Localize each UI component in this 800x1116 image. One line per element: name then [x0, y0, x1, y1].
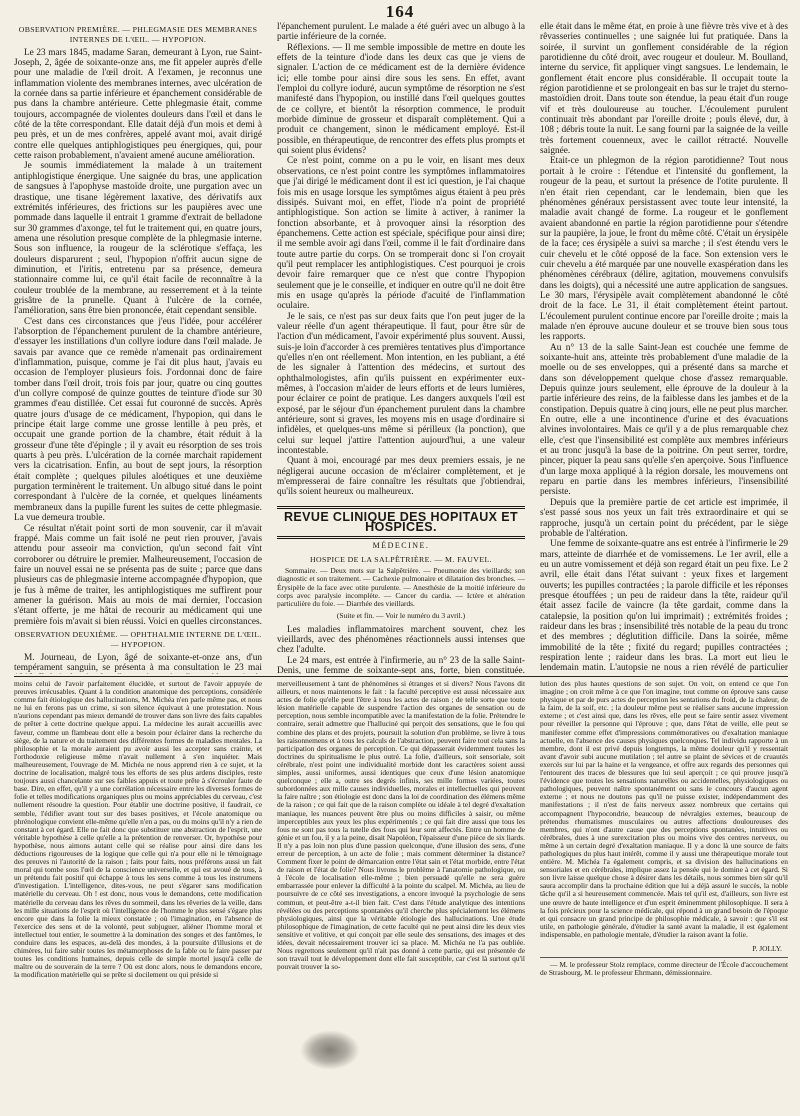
- reflexions-para: Réflexions. — Il me semble impossible de mettre en doute les effets de la teinture d'iode dans les deux cas que je viens de signaler. L'action de ce médicament est de la dernière évidence ici; elle tombe pour ainsi dire sous les sens. En effet, avant l'emploi du collyre ioduré, aucun symptôme de résorption ne s'est manifesté dans l'hypopion, ou instillé dans l'œil quelques gouttes de ce collyre, et bientôt la résorption commence, le produit morbide diminue de grosseur et disparaît complètement. Qui a produit ce changement, sinon le médicament employé. Est-il possible, en thérapeutique, de rencontrer des effets plus prompts et qui soient plus évidens?: [277, 42, 525, 157]
- revue-subtitle: MÉDECINE.: [372, 540, 430, 550]
- section-divider: [14, 676, 788, 677]
- column-3-para: elle était dans le même état, en proie à une fièvre très vive et à des rêvasseries continuelles ; une saignée lui fut pratiquée. Dans la soirée, il survint un gonflement considérable de la région parotidienne du côté droit, avec rougeur et douleur. M. Boulland, interne du service, fit appliquer vingt sangsues. Le lendemain, le gonflement était encore plus considérable. Il occupait toute la région parotidienne et se prolongeait en bas sur le trajet du sterno-mastoïdien droit. Dans toute son étendue, la peau était d'un rouge vif et très douloureuse au toucher. L'écoulement purulent continuait très abondant par l'oreille droite ; pouls élevé, dur, à 108 ; débris toute la nuit. Le sang fourni par la saignée de la veille très fortement couenneux, avec le caillot rétracté. Nouvelle saignée.: [540, 22, 788, 157]
- revue-title: REVUE CLINIQUE DES HOPITAUX ET HOSPICES.: [277, 506, 525, 539]
- observation-2-para: M. Journeau, de Lyon, âgé de soixante-et-onze ans, d'un tempérament sanguin, se présenta à ma consultation le 23 mai: [14, 652, 262, 673]
- author-signature: P. JOLLY.: [752, 944, 782, 953]
- summary-text: Sommaire. — Deux mots sur la Salpêtrière. — Pneumonie des vieillards; son diagnostic et son traitement. — Cachexie pulmonaire et dilatation des bronches. — Érysipèle de la face avec otite purulente. — Anesthésie de la moitié inférieure du corps avec paralysie incomplète. — Cancer du cardia. — Ictère et altération particulière du foie. — Diarrhée des vieillards.: [277, 566, 525, 608]
- column-3-para: Au n° 13 de la salle Saint-Jean est couchée une femme de soixante-huit ans, atteinte très probablement d'une maladie de la moelle ou de ses enveloppes, qui a présenté dans sa marche et dans son développement quelque chose d'assez remarquable. Depuis quinze jours seulement, elle éprouve de la douleur à la partie inférieure des reins, de la faiblesse dans les jambes et de la constipation. Depuis quatre à cinq jours, elle ne peut plus marcher. En outre, elle a une incontinence d'urine et des évacuations alvines involontaires. Mais ce qu'il y a de plus remarquable chez elle, c'est que l'insensibilité est complète aux membres inférieurs et au tronc jusqu'à la base de la poitrine. On peut serrer, tordre, pincer, piquer la peau sans qu'elle s'en aperçoive. Sous l'influence d'un large moxa appliqué à la région dorsale, les mouvemens ont reparu en partie dans les membres inférieurs, l'insensibilité persiste.: [540, 342, 788, 498]
- feuilleton-column-1: [14, 680, 262, 1114]
- revue-para: Les maladies inflammatoires marchent souvent, chez les vieillards, avec des phénomènes réactionnels aussi intenses que chez l'adulte.: [277, 624, 525, 656]
- column-2-para: Ce n'est point, comme on a pu le voir, en lisant mes deux observations, ce n'est point contre les symptômes inflammatoires que j'ai dirigé le médicament dont il est ici question, je l'ai chaque fois mis en usage lorsque les symptômes aigus étaient à peu près dissipés. Suivant moi, en effet, l'iode n'a point de propriété antiphlogistique. Son action se limite à activer, à ranimer la fonction absorbante, et à provoquer ainsi la résorption des épanchemens. Cette action est spéciale, spécifique pour ainsi dire; il me semble avoir agi dans l'œil, comme il le fait d'ordinaire dans toute autre partie du corps. On se tromperait donc si l'on croyait qu'il peut remplacer les antiphlogistiques. C'est pourquoi je crois devoir faire remarquer que ce n'est que contre l'hypopion seulement que je le conseille, et indiquer en outre qu'il ne doit être mis en usage qu'après la période d'acuité de l'inflammation oculaire.: [277, 156, 525, 312]
- column-3: [540, 22, 788, 674]
- suite-note: (Suite et fin. — Voir le numéro du 3 avril.): [336, 611, 466, 621]
- hospital-heading: HOSPICE DE LA SALPÊTRIÈRE. — M. FAUVEL.: [309, 554, 492, 564]
- feuilleton-text: lution des plus hautes questions de son sujet. On voit, on entend ce que l'on imagine ; on croit même à ce que l'on imagine, tout comme on éprouve sans cause physique et par de purs actes de perception les sentations du froid, de la chaleur, de la faim, de la soif, etc. ; la douleur même peut se réaliser sans aucune impression externe ; et c'est ainsi que, dans les rêves, elle peut se faire sentir assez vivement pour réveiller la personne qui l'éprouve ; que, dans l'état de veille, elle peut se manifester comme effet d'impressions commémoratives ou d'exaltation maniaque actuelle, en l'absence des causes physiques quelconques. Tel individu rapporte à un membre, dont il est privé depuis longtemps, la même douleur qu'il y ressentait avant d'avoir subi aucune mutilation ; tel autre se plaint de sévices et de cruautés exercés sur lui par la haine et la vengeance, et offre aux regards des personnes qui l'entourent des traces de blessures que lui seul aperçoit ; ce qui prouve jusqu'à l'évidence que toutes les sensations naturelles ou accidentelles, physiologiques ou pathologiques, peuvent naître spontanément ou sans le concours d'aucun agent externe ; et nous ne doutons pas qu'il ne puisse exister, indépendamment des manifestations ; il n'est de faits nerveux assez nombreux que certains qui accompagnent l'hypocondrie, beaucoup de névralgies externes, beaucoup de prétendus rhumatismes musculaires ou autres affections douloureuses des membres, qui n'ont d'autre cause que des perceptions spontanées, intuitives ou cérébrales, dues à une surexcitation plus ou moins vive des centres nerveux, ou même à un certain degré d'exaltation maniaque. Il y a donc là une source de faits pathologiques du plus haut intérêt, comme il y aussi une thérapeutique morale tout entière. M. Michéa l'a également compris, et sa division des hallucinations en sensoriales et en cérébrales, implique assez la pensée qui le domine à cet égard. Si son livre laisse quelque chose à désirer dans les détails, nous sommes bien sûr qu'il saura accomplir dans la prochaine édition que lui a déjà assuré le succès, la noble tâche qu'il a si heureusement commencée. Mais tel qu'il est, d'ailleurs, son livre est une œuvre de haute intelligence et d'un esprit éminemment philosophique. Il sera à la fois précieux pour la science médicale, qui répond à un grand besoin de l'époque et qui consacre un grand principe de philosophie médicale, à savoir : que s'il est utile, en pathologie générale, d'étudier la santé avant la maladie, il est également indispensable, en pathologie mentale, d'étudier la raison avant la folie.: [540, 680, 788, 939]
- column-1: [14, 22, 262, 674]
- observation-1-para: Ce résultat n'était point sorti de mon souvenir, car il m'avait frappé. Mais comme un fait isolé ne peut rien prouver, j'avais attendu pour asseoir ma conviction, qu'un second fait vînt corroborer ou détruire le premier. Malheureusement, l'occasion de faire un nouvel essai ne se présenta pas de suite ; parce que dans plusieurs cas de phlegmasie interne accompagnée d'hypopion, que je fus à même de traiter, les antiphlogistiques me suffirent pour amener la guérison. Mais au mois de mai dernier, l'occasion s'étant offerte, je me hâtai de recourir au médicament qui une première fois m'avait si bien réussi. Voici en quelles circonstances.: [14, 523, 262, 627]
- observation-2-heading: OBSERVATION DEUXIÈME. — OPHTHALMIE INTERNE DE L'ŒIL. — HYPOPION.: [14, 629, 262, 650]
- feuilleton-text: moins celui de l'avoir parfaitement élucidée, et surtout de l'avoir appuyée de preuves irrécusables. Quant à la condition anatomique des perceptions, considérée comme fait étiologique des hallucinations, M. Michéa n'en parle même pas, et nous ne lui en ferons pas un crime, si son silence équivaut à une protestation. Nous n'aurions cependant pas mieux demandé de trouver dans son livre des faits capables de prêter à cette doctrine quelque appui. La médecine les aurait accueillis avec faveur, comme un flambeau dont elle a besoin pour éclairer dans la recherche du siège, de la nature et du traitement des différentes formes de maladies mentales. La philosophie et la morale auraient pu avoir aussi les accepter sans crainte, et l'orthodoxie religieuse même n'avait nullement à s'en inquiéter. Mais malheureusement, l'ouvrage de M. Michéa ne nous apprend rien à ce sujet, et la doctrine de localisation, malgré tous les efforts de ses plus ardens disciples, reste toujours aussi chancelante sur ses faibles appuis et toute prête à s'écrouler faute de base. Dire, en effet, qu'il y a une corrélation nécessaire entre les diverses formes de folie et telles modifications organiques plus ou moins appréciables du cerveau, c'est nullement résoudre la question. Pour établir une doctrine positive, il faudrait, ce semble, l'édifier avant tout sur des bases positives, et l'école anatomique ou phrénologique convient elle-même qu'elle n'en a pas, ou du moins qu'il n'y a rien de constant à cet égard. Elle ne fait donc que substituer une abstraction de l'esprit, une véritable hypothèse à celle qu'elle a la prétention de renverser. Or, hypothèse pour hypothèse, nous aimons autant celle qui se réalise pour ainsi dire dans les déductions rigoureuses de la logique que celle qui n'a pour elle ni le témoignage des preuves ni l'autorité de la raison ; faits pour faits, nous préférons aussi un fait moral qui tombe sous l'œil de la conscience universelle, et qui est avoué de tous, à un prétendu fait positif qui échappe à tous les sens comme à tous les instrumens d'investigation. L'intelligence, dites-vous, ne peut s'égarer sans modification matérielle du cerveau. Oh ! est donc, nous vous le demandons, cette modification matérielle du cerveau dans les rêves du sommeil, dans les rêveries de la veille, dans les mille situations de l'esprit où l'intelligence de l'homme le plus sensé s'égare plus encore que dans la folie la mieux constatée ; où l'imagination, en l'absence de l'exercice des sens et de la volonté, peut subjuguer, aliéner l'homme moral et intellectuel tout entier, le soumettre à la domination des songes et des fantômes, le conduire dans les espaces, au-delà des mondes, à la poursuite d'illusions et de chimères, lui faire subir toutes les métamorphoses de la fable ou le faire passer par toutes les conditions humaines, depuis celle de simple mortel jusqu'à celle de maître ou de souverain de la terre ? Où est donc alors, nous le demandons encore, la modification matérielle qui se prête si docilement ou qui préside si: [14, 680, 262, 980]
- feuilleton-section: [14, 680, 788, 1114]
- feuilleton-text: merveilleusement à tant de phénomènes si étranges et si divers? Nous l'avons dit ailleurs, et nous maintenons le fait : la faculté perceptive est aussi nécessaire aux actes de folie qu'elle peut l'être à tous les actes de raison ; de telle sorte que toute lésion matérielle capable de suspendre l'action des organes de sensation ou de perception, nous semble incompatible avec la manifestation de la folie. Prétendre le contraire, serait admettre que l'halluciné qui perçoit des sensations, que le fou qui combine des plans et des projets, poursuit la solution d'un problème, se livre à tous les raisonnemens et à tous les calculs de l'abstraction, peuvent faire tout cela sans la participation des organes de perception. Ce qui dépasserait évidemment toutes les doctrines du spiritualisme le plus outré. La folie, d'ailleurs, soit sensoriale, soit cérébrale, n'est point une individualité morbide dont les caractères soient aussi simples, aussi uniformes, aussi identiques que ceux d'une lésion anatomique quelconque ; elle a, outre ses degrés infinis, ses mille formes variées, toutes subordonnées aux mille causes individuelles, morales et intellectuelles qui peuvent la faire naître ; son étiologie est donc dans la loi de coordination des élémens même de la raison ; ce qui fait que de la raison complète ou idéale à tel degré d'exaltation maniaque, les nuances peuvent être plus ou moins difficiles à saisir, ou même imperceptibles aux yeux les plus expérimentés ; ce qui fait dire aussi que tous les fous ne sont pas tous la tutelle des fous qui leur sont affectés. Entre un homme de génie et un fou, il y a la peine, disait Napoléon, l'épaisseur d'une pièce de six liards. Il n'y a pas loin non plus d'une passion quelconque, d'une illusion des sens, d'une erreur de perception, à un acte de folie ; mais comment déterminer la distance? Comment fixer le point de démarcation entre l'état sain et l'état morbide, entre l'état de raison et l'état de folie? Nous livrons le problème à l'anatomie pathologique, ou à l'école de localisation elle-même ; bien persuadé qu'elle ne sera guère embarrassée pour enlever la difficulté à la pointe du scalpel. M. Michéa, au lieu de poursuivre de ce côté ses investigations, a encore invoqué la psychologie de sens commun, et peut-être a-t-il bien fait. C'est dans l'étude analytique des intentions révélées ou des perceptions spontanées qu'il cherche plus spécialement les élémens physiologiques, ainsi que la véritable étiologie des hallucinations. Une étude philosophique de l'imagination, de cette faculté qui ne peut ainsi dire les deux vies sensitive et volitive, et qui conçoit par elle seule des sensations, des images et des idées, devait nécessairement trouver ici sa place. M. Michéa ne l'a pas oubliée. Nous regrettons seulement qu'il n'ait pas donné à cette partie, qui est présentée de son travail tout le développement dont elle fait susceptible, car c'est là surtout qu'il pouvait trouver la so-: [277, 680, 525, 972]
- revue-para: Le 24 mars, est entrée à l'infirmerie, au n° 23 de la salle Saint-Denis, une femme de soixante-sept ans, forte, bien constituée.: [277, 655, 525, 674]
- page-number: 164: [385, 2, 415, 21]
- column-2-para: l'épanchement purulent. Le malade a été guéri avec un albugo à la partie inférieure de la cornée.: [277, 22, 525, 43]
- observation-1-para: Je soumis immédiatement la malade à un traitement antiphlogistique énergique. Une saignée du bras, une application de sangsues à l'apophyse mastoïde droite, une purgation avec un drastique, une tisane légèrement laxative, des dérivatifs aux extrémités inférieures, des frictions sur les paupières avec une pommade dans laquelle il entrait 1 gramme d'extrait de belladone sur 30 grammes d'axonge, tel fut le traitement qui, en quatre jours, amena une résolution presque complète de la phlegmasie interne. Sous son influence, la rougeur de la sclérotique s'effaça, les douleurs disparurent ; seul, l'hypopion n'offrit aucun signe de diminution, et l'iritis, entretenu par sa présence, demeura stationnaire comme lui, ce qu'il était facile de reconnaître à la couleur troublée de la membrane, au resserrement et à la teinte grisâtre de la prunelle. Quant à l'ulcère de la cornée, l'amélioration, sans être bien prononcée, était cependant sensible.: [14, 161, 262, 317]
- column-3-para: Une femme de soixante-quatre ans est entrée à l'infirmerie le 29 mars, atteinte de diarrhée et de vomissemens. Le 1er avril, elle a eu un autre vomissement et déjà son regard était un peu fixe. Le 2 avril, elle était dans l'état suivant : yeux fixes et largement ouverts; les pupilles contractées ; la parole difficile et les réponses presque étouffées ; un peu de raideur dans la tête, raideur qu'il était assez facile de vaincre (la tête gardait, comme dans la catalepsie, la position qu'on lui imprimait) ; extrémités froides ; raideur dans les bras ; insensibilité très notable de la peau du tronc et des membres ; déglutition difficile. Dans la soirée, même immobilité de la tête ; fixité du regard; pupilles contractées ; respiration lente ; raideur dans les bras. La mort eut lieu le lendemain matin. L'autopsie ne nous a rien révélé de particulier: [540, 539, 788, 674]
- observation-1-heading: OBSERVATION PREMIÈRE. — PHLEGMASIE DES MEMBRANES INTERNES DE L'ŒIL. — HYPOPION.: [18, 25, 258, 45]
- feuilleton-column-3: [540, 680, 788, 1114]
- column-2-para: Je le sais, ce n'est pas sur deux faits que l'on peut juger de la valeur réelle d'un agent thérapeutique. Il faut, pour être sûr de l'action d'un médicament, l'avoir expérimenté plus souvent. Aussi, suis-je loin d'accorder à ces premières tentatives plus d'importance qu'elles n'en ont réellement. Mon intention, en les publiant, a été de les signaler à l'attention des médecins, et surtout des ophthalmologistes, afin qu'ils puissent en expérimenter eux-mêmes, à l'occasion m'aider de leurs efforts et de leurs lumières, pour éclairer ce point de pratique. Les dangers auxquels l'œil est exposé, par le séjour d'un épanchement purulent dans la chambre antérieure, sont si graves, les moyens mis en usage d'ordinaire si infidèles, et quelques-uns même si périlleux (la ponction), que celui sur lequel j'attire l'attention aujourd'hui, a une valeur incontestable.: [277, 311, 525, 457]
- column-2: [277, 22, 525, 674]
- column-3-para: Depuis que la première partie de cet article est imprimée, il s'est passé sous nos yeux un fait très extraordinaire et qui se rapproche, jusqu'à un certain point du précédent, par le siège probable de l'altération.: [540, 497, 788, 539]
- top-section: [14, 22, 788, 674]
- column-2-para: Quant à moi, encouragé par mes deux premiers essais, je ne négligerai aucune occasion de m'éclairer complètement, et je m'empresserai de faire connaître les résultats que j'obtiendrai, qu'ils soient heureux ou malheureux.: [277, 456, 525, 498]
- column-3-para: Etait-ce un phlegmon de la région parotidienne? Tout nous portait à le croire : l'étendue et l'intensité du gonflement, la rougeur de la peau, et surtout la présence de l'otite purulente. Il n'en était rien cependant, car le lendemain, bien que les phénomènes généraux persistassent avec toute leur intensité, la maladie avait changé de forme. La rougeur et le gonflement avaient abandonné en partie la région parotidienne pour s'étendre sur la paupière, la joue, le front du même côté. C'était un érysipèle de la face; ces érysipèle a suivi sa marche ; il s'est étendu vers le cuir chevelu et le côté opposé de la face. Son extension vers le cuir chevelu a été marquée par une nouvelle exaspération dans les phénomènes cérébraux (délire, agitation, mouvemens convulsifs dans les doigts), qui a nécessité une autre application de sangsues. Le 30 mars, l'érysipèle avait complètement abandonné le côté droit de la face. Le 31, il était complètement éteint partout. L'écoulement purulent continue encore par l'oreille droite ; mais la malade n'en éprouve aucune douleur et se trouve bien sous tous les rapports.: [540, 156, 788, 343]
- ink-stain: [300, 1030, 360, 1070]
- observation-1-para: C'est dans ces circonstances que j'eus l'idée, pour accélérer l'absorption de l'épanchement purulent de la chambre antérieure, d'essayer les instillations d'un collyre iodure dans l'œil malade. Je savais par avance que ce remède n'amenait pas ordinairement d'inflammation, puisque, comme je l'ai dit plus haut, j'avais eu occasion de l'employer plusieurs fois. J'ordonnai donc de faire tomber dans l'œil droit, trois fois par jour, quatre ou cinq gouttes d'un collyre composé de quinze gouttes de teinture d'iode sur 30 grammes d'eau distillée. Cet essai fut couronné de succès. Après quatre jours d'usage de ce médicament, l'hypopion, qui dans le principe était large comme une grosse lentille à peu près, et occupait une grande portion de la chambre, était réduit à la grosseur d'une tête d'épingle ; il y avait eu résorption de ses trois quarts à peu près. L'ulcération de la cornée marchait rapidement vers la cicatrisation. Enfin, au bout de sept jours, la résorption était complète ; quelques pilules aloétiques et une deuxième purgation terminèrent le traitement. Un albugo situé dans le point correspondant à l'ulcère de la cornée, et quelques linéaments membraneux dans la pupille furent les suites de cette phlegmasie. La vue demeura trouble.: [14, 316, 262, 524]
- observation-1-para: Le 23 mars 1845, madame Saran, demeurant à Lyon, rue Saint-Joseph, 2, âgée de soixante-onze ans, me fit appeler auprès d'elle pour une maladie de l'œil droit. A l'examen, je reconnus une inflammation violente des membranes internes, avec ulcération de la cornée dans sa partie inférieure et épanchement considérable de pus dans la chambre antérieure. Cette phlegmasie était, comme toujours, accompagnée de violentes douleurs dans l'œil et dans le côté de la tête correspondant. Elle datait déjà d'un mois et demi à peu près, et un de mes confrères, appelé avant moi, avait dirigé contre elle quelques antiphlogistiques peu énergiques, qui, pour cette raison probablement, n'avaient amené aucune amélioration.: [14, 47, 262, 162]
- closing-note: — M. le professeur Stolz remplace, comme directeur de l'École d'accouchement de Strasbourg, M. le professeur Ehrmann, démissionnaire.: [540, 957, 788, 977]
